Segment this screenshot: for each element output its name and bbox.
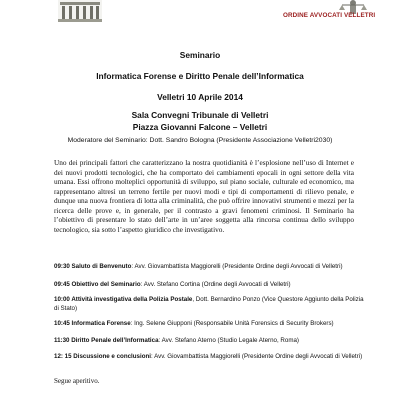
- program-speaker: , Dott. Bernardino Ponzo (Vice Questore Aggiunto della Polizia di Stato): [54, 296, 364, 312]
- program-speaker: : Avv. Stefano Cortina (Ordine degli Avvocati di Velletri): [140, 281, 291, 288]
- venue-address: Piazza Giovanni Falcone – Velletri: [132, 122, 268, 132]
- program-item: [54, 353, 364, 362]
- event-date: Velletri 10 Aprile 2014: [157, 92, 243, 102]
- program-item: [54, 296, 364, 313]
- venue: Sala Convegni Tribunale di Velletri: [131, 110, 269, 120]
- moderator-line: Moderatore del Seminario: Dott. Sandro Bologna (Presidente Associazione Velletri2030): [67, 137, 333, 144]
- program-item: [54, 263, 364, 272]
- program-item: [54, 320, 364, 329]
- intro-paragraph: Uno dei principali fattori che caratterizzano la nostra quotidianità è l’esplosione nell’uso di Internet e dei nuovi prodotti tecnologici, che ha comportato dei cambiamenti epocali in ogni settore della vita umana. Essi offrono molteplici opportunità di sviluppo, sul piano sociale, culturale ed economico, ma rappresentano altresì un terreno fertile per nuovi modi e tipi di comportamenti di rilievo penale, e dunque una nuova frontiera di lotta alla criminalità, che può offrire innovativi strumenti e mezzi per la ricerca delle prove e, in generale, per il contrasto a gravi fenomeni criminosi. Il Seminario ha l’obiettivo di presentare lo stato dell’arte in un’aree soggetta alla rincorsa continua dello sviluppo tecnologico, sia sotto l’aspetto giuridico che investigativo.: [54, 158, 354, 234]
- program-speaker: : Avv. Stefano Aterno (Studio Legale Aterno, Roma): [158, 337, 299, 344]
- program-item: [54, 281, 364, 290]
- program-time-title: 11:30 Diritto Penale dell’Informatica: [54, 337, 159, 344]
- tribunal-building-logo: [58, 0, 102, 22]
- program-speaker: : Avv. Giovambattista Maggiorelli (Presidente Ordine degli Avvocati di Velletri): [131, 263, 343, 270]
- program-item: [54, 337, 364, 346]
- organization-name: ORDINE AVVOCATI VELLETRI: [283, 12, 376, 19]
- closing-note: Segue aperitivo.: [54, 377, 100, 385]
- event-kind: Seminario: [179, 50, 221, 60]
- program-time-title: 10:45 Informatica Forense: [54, 320, 131, 327]
- program-time-title: 09:30 Saluto di Benvenuto: [54, 263, 132, 270]
- program-time-title: 10:00 Attività investigativa della Polizia Postale: [54, 296, 193, 303]
- program-time-title: 09:45 Obiettivo del Seminario: [54, 281, 141, 288]
- program-speaker: : Avv. Giovambattista Maggiorelli (Presidente Ordine degli Avvocati di Velletri): [150, 353, 363, 360]
- program-speaker: : Ing. Selene Giupponi (Responsabile Unità Forensics di Security Brokers): [130, 320, 334, 327]
- seminar-title: Informatica Forense e Diritto Penale dell’Informatica: [96, 71, 304, 81]
- program-time-title: 12: 15 Discussione e conclusioni: [54, 353, 151, 360]
